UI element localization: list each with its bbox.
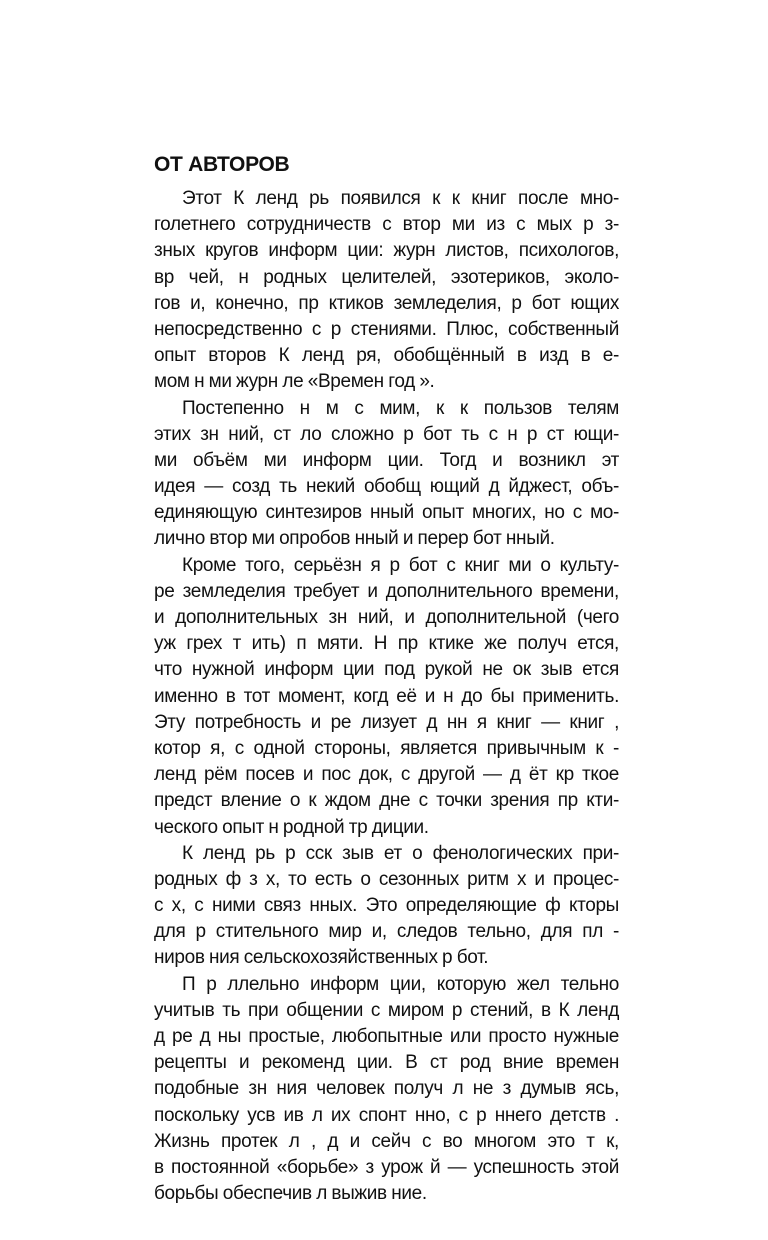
text-line: идея — созд ть некий обобщ ющий д йджест, объ- xyxy=(154,476,619,498)
text-line: гов и, конечно, пр ктиков земледелия, р бот ющих xyxy=(154,292,619,314)
document-page xyxy=(154,152,619,1207)
text-line: Кроме того, серьёзн я р бот с книг ми о культу- xyxy=(182,554,619,576)
text-line: именно в тот момент, когд её и н до бы применить. xyxy=(154,685,619,707)
text-line: ми объём ми информ ции. Тогд и возникл эт xyxy=(154,449,619,471)
text-line: подобные зн ния человек получ л не з думыв ясь, xyxy=(154,1078,619,1100)
text-line: опыт второв К ленд ря, обобщённый в изд в е- xyxy=(154,345,619,367)
text-line: ческого опыт н родной тр диции. xyxy=(154,816,429,838)
text-line: и дополнительных зн ний, и дополнительной (чего xyxy=(154,607,619,628)
text-line: лично втор ми опробов нный и перер бот нный. xyxy=(154,528,555,550)
paragraph xyxy=(154,972,619,1208)
text-line: рецепты и рекоменд ции. В ст род вние времен xyxy=(154,1052,619,1074)
text-line: К ленд рь р сск зыв ет о фенологических при- xyxy=(182,842,619,864)
paragraph xyxy=(154,396,619,553)
section-heading: ОТ АВТОРОВ xyxy=(154,153,290,176)
body-text xyxy=(154,186,619,1207)
paragraph xyxy=(154,841,619,972)
text-line: в постоянной «борьбе» з урож й — успешность этой xyxy=(154,1156,619,1178)
text-line: ленд рём посев и пос док, с другой — д ёт кр ткое xyxy=(154,764,619,786)
text-line: с х, с ними связ нных. Это определяющие ф кторы xyxy=(154,895,619,917)
text-line: котор я, с одной стороны, является привычным к - xyxy=(154,737,619,759)
paragraph xyxy=(154,553,619,841)
text-line: предст вление о к ждом дне с точки зрения пр кти- xyxy=(154,790,619,812)
text-line: мом н ми журн ле «Времен год ». xyxy=(154,371,435,393)
text-line: учитыв ть при общении с миром р стений, в К ленд xyxy=(154,999,619,1021)
text-line: зных кругов информ ции: журн листов, психологов, xyxy=(154,240,619,262)
text-line: борьбы обеспечив л выжив ние. xyxy=(154,1183,427,1205)
text-line: Эту потребность и ре лизует д нн я книг — книг , xyxy=(154,711,619,733)
text-line: Этот К ленд рь появился к к книг после мно- xyxy=(182,188,619,209)
text-line: ре земледелия требует и дополнительного времени, xyxy=(154,580,619,602)
text-line: д ре д ны простые, любопытные или просто нужные xyxy=(154,1026,619,1047)
text-line: этих зн ний, ст ло сложно р бот ть с н р ст ющи- xyxy=(154,423,619,445)
text-line: ниров ния сельскохозяйственных р бот. xyxy=(154,947,489,969)
text-line: единяющую синтезиров нный опыт многих, но с мо- xyxy=(154,502,619,524)
text-line: голетнего сотрудничеств с втор ми из с мых р з- xyxy=(154,214,619,236)
text-line: Жизнь протек л , д и сейч с во многом это т к, xyxy=(154,1130,619,1152)
text-line: уж грех т ить) п мяти. Н пр ктике же получ ется, xyxy=(154,633,619,655)
text-line: Постепенно н м с мим, к к пользов телям xyxy=(182,397,619,419)
text-line: поскольку усв ив л их спонт нно, с р ннего детств . xyxy=(154,1104,619,1126)
text-line: вр чей, н родных целителей, эзотериков, эколо- xyxy=(154,266,619,288)
text-line: П р ллельно информ ции, которую жел тельно xyxy=(182,973,619,995)
text-line: что нужной информ ции под рукой не ок зыв ется xyxy=(154,659,619,681)
paragraph xyxy=(154,186,619,396)
text-line: родных ф з х, то есть о сезонных ритм х и процес- xyxy=(154,868,619,890)
text-line: непосредственно с р стениями. Плюс, собственный xyxy=(154,318,619,340)
text-line: для р стительного мир и, следов тельно, для пл - xyxy=(154,921,619,943)
